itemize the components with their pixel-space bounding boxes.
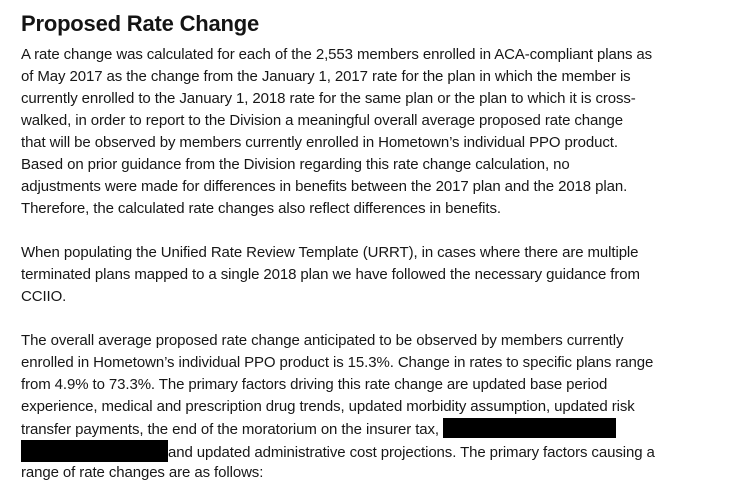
text-segment: and updated administrative cost projections. The primary factors causing a bbox=[168, 444, 655, 461]
text-segment: from 4.9% to 73.3%. The primary factors driving this rate change are updated base period bbox=[21, 376, 608, 393]
text-segment: terminated plans mapped to a single 2018 plan we have followed the necessary guidance from bbox=[21, 266, 640, 283]
text-segment: transfer payments, the end of the moratorium on the insurer tax, bbox=[21, 421, 444, 438]
paragraph-overall-average-rate-change bbox=[21, 330, 719, 484]
text-segment: of May 2017 as the change from the January 1, 2017 rate for the plan in which the member is bbox=[21, 68, 631, 85]
text-line bbox=[21, 154, 719, 176]
text-line bbox=[21, 176, 719, 198]
text-segment: experience, medical and prescription drug trends, updated morbidity assumption, updated risk bbox=[21, 398, 635, 415]
text-segment: enrolled in Hometown’s individual PPO product is 15.3%. Change in rates to specific plans range bbox=[21, 354, 654, 371]
text-line bbox=[21, 418, 719, 440]
text-line bbox=[21, 132, 719, 154]
text-segment: walked, in order to report to the Division a meaningful overall average proposed rate change bbox=[21, 112, 623, 129]
text-line bbox=[21, 44, 719, 66]
text-line bbox=[21, 330, 719, 352]
text-segment: Therefore, the calculated rate changes also reflect differences in benefits. bbox=[21, 200, 501, 217]
text-line bbox=[21, 396, 719, 418]
text-line bbox=[21, 462, 719, 484]
text-line bbox=[21, 110, 719, 132]
text-line bbox=[21, 242, 719, 264]
text-segment: adjustments were made for differences in benefits between the 2017 plan and the 2018 plan. bbox=[21, 178, 628, 195]
page-title: Proposed Rate Change bbox=[21, 11, 260, 36]
text-line bbox=[21, 286, 719, 308]
text-line bbox=[21, 374, 719, 396]
paragraph-urrt-guidance bbox=[21, 242, 719, 308]
text-line bbox=[21, 66, 719, 88]
text-line bbox=[21, 352, 719, 374]
text-line bbox=[21, 264, 719, 286]
paragraph-rate-change-calculation bbox=[21, 44, 719, 220]
text-segment: A rate change was calculated for each of the 2,553 members enrolled in ACA-compliant plans as bbox=[21, 46, 653, 63]
text-segment: When populating the Unified Rate Review Template (URRT), in cases where there are multiple bbox=[21, 244, 639, 261]
text-segment: CCIIO. bbox=[21, 288, 67, 305]
text-line bbox=[21, 440, 719, 462]
redaction-bar bbox=[443, 418, 616, 438]
text-line bbox=[21, 198, 719, 220]
document-body bbox=[21, 44, 719, 484]
text-segment: The overall average proposed rate change anticipated to be observed by members currently bbox=[21, 332, 624, 349]
text-segment: currently enrolled to the January 1, 2018 rate for the same plan or the plan to which it is cross- bbox=[21, 90, 636, 107]
text-segment: range of rate changes are as follows: bbox=[21, 464, 264, 481]
text-segment: that will be observed by members currently enrolled in Hometown’s individual PPO product. bbox=[21, 134, 618, 151]
redaction-bar bbox=[21, 440, 168, 462]
text-line bbox=[21, 88, 719, 110]
text-segment: Based on prior guidance from the Division regarding this rate change calculation, no bbox=[21, 156, 570, 173]
